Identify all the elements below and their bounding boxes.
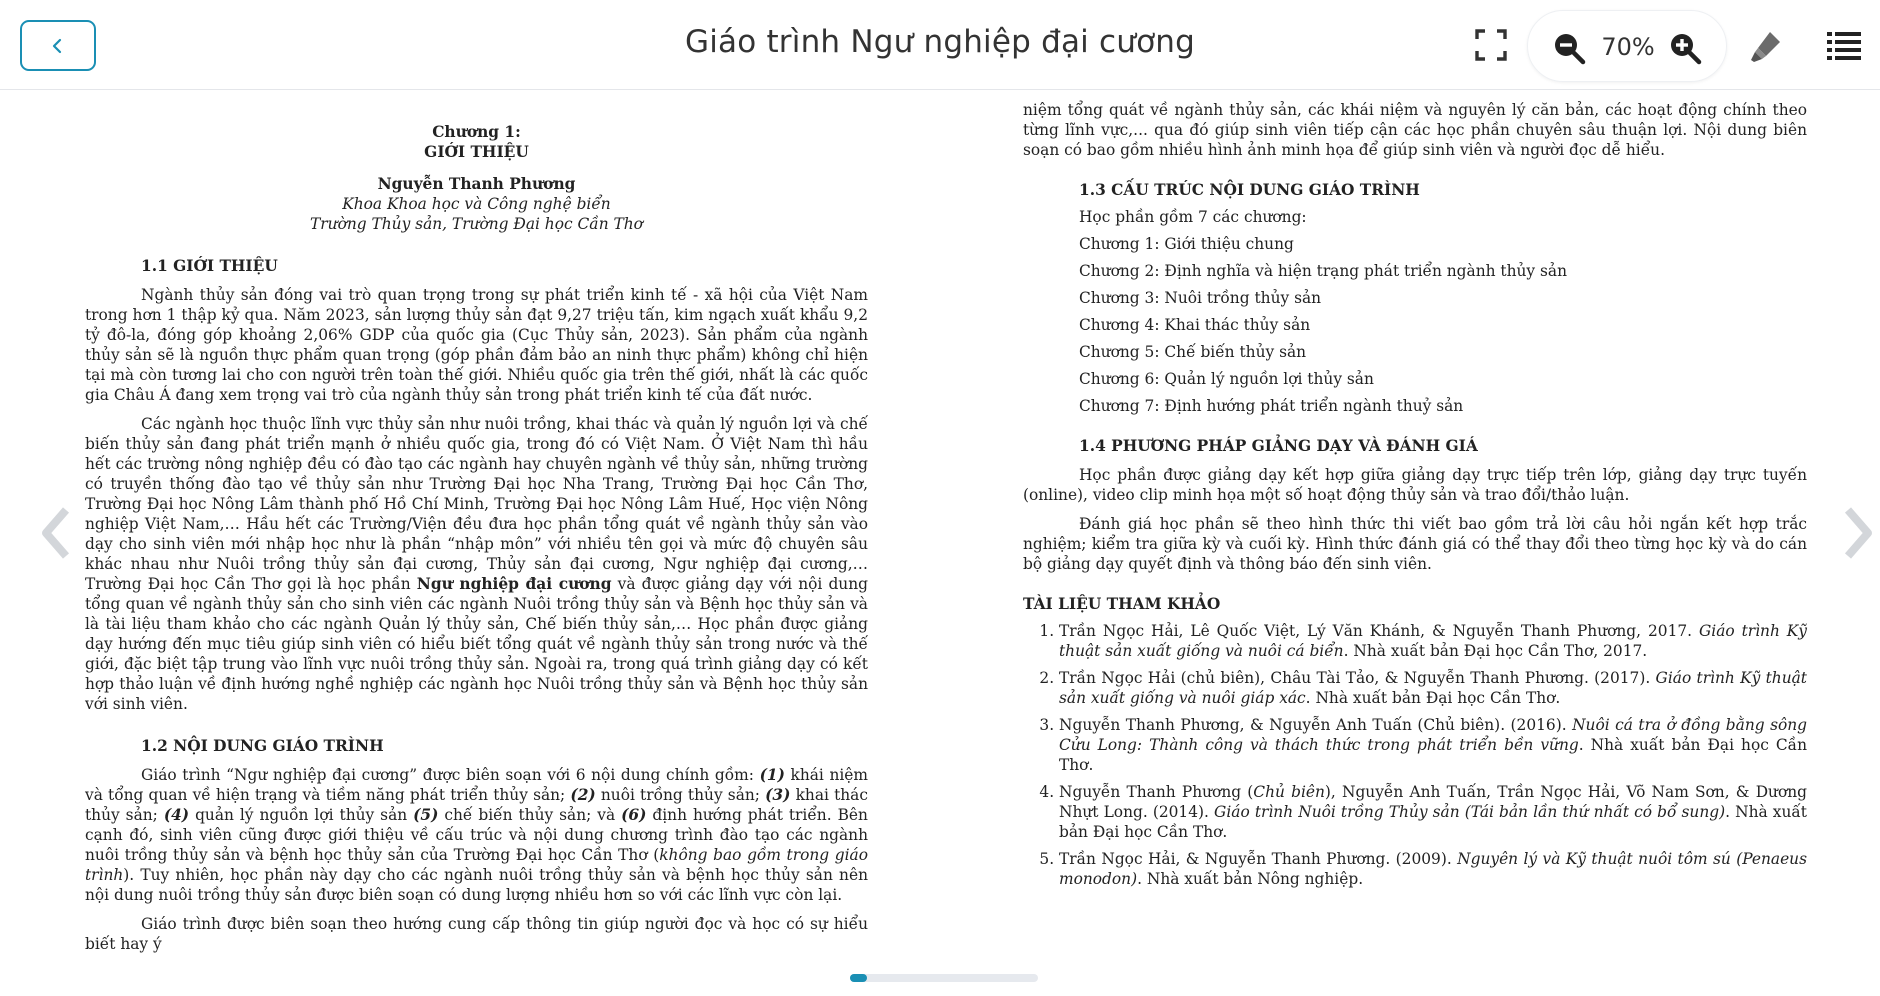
reference-title: Nuôi cá tra ở đồng bằng sông Cửu Long: Thành công và thách thức trong phát triển bền vững xyxy=(1059,716,1807,754)
paragraph-text: ). Tuy nhiên, học phần này dạy cho các ngành nuôi trồng thủy sản và bệnh học thủy sản nên nội dung nuôi trồng thủy sản được biên soạn có dung lượng nhiều hơn so với các lĩnh vực còn lại. xyxy=(85,866,868,904)
references-list xyxy=(1023,621,1807,889)
paragraph: Đánh giá học phần sẽ theo hình thức thi viết bao gồm trả lời câu hỏi ngắn kết hợp trắc nghiệm; kiểm tra giữa kỳ và cuối kỳ. Hình thức đánh giá có thể thay đổi theo từng học kỳ và do cán bộ giảng dạy quyết định và thông báo đến sinh viên. xyxy=(1023,515,1807,573)
zoom-out-icon xyxy=(1552,31,1586,65)
paragraph-text: Các ngành học thuộc lĩnh vực thủy sản như nuôi trồng, khai thác và quản lý nguồn lợi và chế biến thủy sản đang phát triển mạnh ở nhiều quốc gia, trong đó có Việt Nam. Ở Việt Nam thì hầu hết các trường nông nghiệp đều có đào tạo các ngành hay chuyên ngành về thủy sản, những trường có truyền thống đào tạo về thủy sản như Trường Đại học Nha Trang, Trường Đại học Cần Thơ, Trường Đại học Nông Lâm thành phố Hồ Chí Minh, Trường Đại học Nông Lâm Huế, Học viện Nông nghiệp Việt Nam,… Hầu hết các Trường/Viện đều đưa học phần tổng quát về ngành thủy sản vào dạy cho sinh viên mới nhập học như là phần “nhập môn” với nhiều tên gọi và mức độ chuyên sâu khác nhau như Nuôi trồng thủy sản đại cương, Thủy sản đại cương, Ngư nghiệp đại cương,… Trường Đại học Cần Thơ gọi là học phần xyxy=(85,415,868,593)
paragraph xyxy=(85,414,868,714)
chapter-list-item: Chương 3: Nuôi trồng thủy sản xyxy=(1079,289,1322,307)
chapter-list-item: Chương 7: Định hướng phát triển ngành thuỷ sản xyxy=(1079,397,1464,415)
chapter-list-intro: Học phần gồm 7 các chương: xyxy=(1079,208,1307,226)
section-heading-1-3: 1.3 CẤU TRÚC NỘI DUNG GIÁO TRÌNH xyxy=(1079,181,1420,199)
paragraph: Ngành thủy sản đóng vai trò quan trọng trong sự phát triển kinh tế - xã hội của Việt Nam trong hơn 1 thập kỷ qua. Năm 2023, sản lượng thủy sản đạt 9,27 triệu tấn, kim ngạch xuất khẩu 9,2 tỷ đô-la, đóng góp khoảng 2,06% GDP của quốc gia (Cục Thủy sản, 2023). Sản phẩm của ngành thủy sản sẽ là nguồn thực phẩm quan trọng (góp phần đảm bảo an ninh thực phẩm) không chỉ hiện tại mà còn tương lai cho con người trên toàn thế giới. Nhiều quốc gia trên thế giới, nhất là các quốc gia Châu Á đang xem trọng vai trò của ngành thủy sản trong phát triển kinh tế của đất nước. xyxy=(85,286,868,404)
reference-item xyxy=(1059,849,1807,889)
list-number: (6) xyxy=(621,806,647,824)
zoom-level: 70% xyxy=(1601,33,1655,61)
reference-text: Nguyễn Thanh Phương, & Nguyễn Anh Tuấn (Chủ biên). (2016). xyxy=(1059,716,1573,734)
paragraph: Giáo trình được biên soạn theo hướng cung cấp thông tin giúp người đọc và học có sự hiểu biết hay ý xyxy=(85,915,868,953)
reader-header xyxy=(0,0,1880,90)
italic-note: không bao gồm trong giáo trình xyxy=(85,846,868,884)
chapter-list-item: Chương 2: Định nghĩa và hiện trạng phát triển ngành thủy sản xyxy=(1079,262,1567,280)
paragraph-text: Giáo trình “Ngư nghiệp đại cương” được biên soạn với 6 nội dung chính gồm: xyxy=(141,766,754,784)
paragraph-text: khái niệm và tổng quan về hiện trạng và tiềm năng phát triển thủy sản; xyxy=(85,766,868,804)
reference-title: Giáo trình Kỹ thuật sản xuất giống và nuôi cá biển xyxy=(1059,622,1807,660)
reference-text: . Nhà xuất bản Đại học Cần Thơ. xyxy=(1305,689,1561,707)
list-number: (3) xyxy=(765,786,791,804)
reference-text: . Nhà xuất bản Đại học Cần Thơ. xyxy=(1059,803,1807,841)
chapter-list xyxy=(1023,234,1807,416)
reference-item xyxy=(1059,621,1807,661)
author-name: Nguyễn Thanh Phương xyxy=(377,175,576,193)
reference-text: . Nhà xuất bản Đại học Cần Thơ, 2017. xyxy=(1343,642,1648,660)
fullscreen-icon xyxy=(1474,28,1508,62)
bold-term: Ngư nghiệp đại cương xyxy=(416,575,612,593)
reference-title: Nguyên lý và Kỹ thuật nuôi tôm sú (Penaeus monodon) xyxy=(1059,850,1807,888)
highlighter-icon xyxy=(1746,26,1786,66)
section-heading-1-4: 1.4 PHƯƠNG PHÁP GIẢNG DẠY VÀ ĐÁNH GIÁ xyxy=(1079,437,1478,455)
list-number: (1) xyxy=(759,766,785,784)
zoom-control xyxy=(1527,10,1727,82)
back-button[interactable] xyxy=(20,20,96,71)
paragraph-text: nuôi trồng thủy sản; xyxy=(600,786,760,804)
reference-item xyxy=(1059,782,1807,842)
left-page xyxy=(85,92,868,954)
chapter-list-item: Chương 1: Giới thiệu chung xyxy=(1079,235,1294,253)
list-number: (4) xyxy=(163,806,190,824)
zoom-out-button[interactable] xyxy=(1552,31,1586,65)
chapter-number: Chương 1: xyxy=(432,123,521,141)
reference-item xyxy=(1059,715,1807,775)
reference-text: Nguyễn Thanh Phương ( xyxy=(1059,783,1254,801)
zoom-in-icon xyxy=(1668,31,1702,65)
chapter-list-item: Chương 4: Khai thác thủy sản xyxy=(1079,316,1311,334)
references-heading: TÀI LIỆU THAM KHẢO xyxy=(1023,595,1221,613)
list-number: (2) xyxy=(570,786,596,804)
paragraph: Học phần được giảng dạy kết hợp giữa giảng dạy trực tiếp trên lớp, giảng dạy trực tuyến (online), video clip minh họa một số hoạt động thủy sản và trao đổi/thảo luận. xyxy=(1023,466,1807,504)
paragraph-text: chế biến thủy sản; và xyxy=(444,806,616,824)
fullscreen-button[interactable] xyxy=(1474,28,1508,62)
paragraph-continued: niệm tổng quát về ngành thủy sản, các khái niệm và nguyên lý căn bản, các hoạt động chính theo từng lĩnh vực,... qua đó giúp sinh viên tiếp cận các học phần chuyên sâu thuận lợi. Nội dung biên soạn có bao gồm nhiều hình ảnh minh họa để giúp sinh viên và người đọc dễ hiểu. xyxy=(1023,101,1807,159)
reference-text: Trần Ngọc Hải, & Nguyễn Thanh Phương. (2009). xyxy=(1059,850,1458,868)
reference-text: ), Nguyễn Anh Tuấn, Trần Ngọc Hải, Võ Nam Sơn, & Dương Nhựt Long. (2014). xyxy=(1059,783,1807,821)
reference-item xyxy=(1059,668,1807,708)
author-affiliation-2: Trường Thủy sản, Trường Đại học Cần Thơ xyxy=(310,215,643,233)
reference-text: Trần Ngọc Hải (chủ biên), Châu Tài Tảo, & Nguyễn Thanh Phương. (2017). xyxy=(1059,669,1656,687)
prev-page-icon xyxy=(36,504,76,562)
prev-page-button[interactable] xyxy=(36,504,76,562)
next-page-button[interactable] xyxy=(1838,504,1878,562)
reference-text: . Nhà xuất bản Đại học Cần Thơ. xyxy=(1059,736,1807,774)
chapter-list-item: Chương 5: Chế biến thủy sản xyxy=(1079,343,1307,361)
reference-text: Trần Ngọc Hải, Lê Quốc Việt, Lý Văn Khánh, & Nguyễn Thanh Phương, 2017. xyxy=(1059,622,1699,640)
section-heading-1-1: 1.1 GIỚI THIỆU xyxy=(141,257,278,275)
paragraph-text: và được giảng dạy với nội dung tổng quan về ngành thủy sản cho sinh viên các ngành Nuôi trồng thủy sản và Bệnh học thủy sản và là tài liệu tham khảo cho các ngành Quản lý thủy sản, Chế biến thủy sản,… Học phần được giảng dạy hướng đến mục tiêu giúp sinh viên có hiểu biết tổng quát về ngành thủy sản trong nước và thế giới, đặc biệt tập trung vào lĩnh vực nuôi trồng thủy sản. Ngoài ra, trong quá trình giảng dạy có kết hợp thảo luận về định hướng nghề nghiệp các ngành học Nuôi trồng thủy sản và Bệnh học thủy sản với sinh viên. xyxy=(85,575,868,713)
book-spread xyxy=(10,92,1870,972)
reference-text: . Nhà xuất bản Nông nghiệp. xyxy=(1137,870,1364,888)
chapter-title: GIỚI THIỆU xyxy=(424,143,529,161)
table-of-contents-icon xyxy=(1826,28,1862,62)
highlighter-button[interactable] xyxy=(1746,26,1786,66)
author-affiliation-1: Khoa Khoa học và Công nghệ biển xyxy=(342,195,611,213)
paragraph-text: định hướng phát triển. Bên cạnh đó, sinh viên cũng được giới thiệu về cấu trúc và nội dung chương trình đào tạo các ngành nuôi trồng thủy sản và bệnh học thủy sản của Trường Đại học Cần Thơ ( xyxy=(85,806,868,864)
reference-title: Chủ biên xyxy=(1253,783,1325,801)
reading-progress-bar[interactable] xyxy=(850,974,1038,982)
paragraph-text: khai thác thủy sản; xyxy=(85,786,868,824)
right-page xyxy=(1023,92,1807,896)
chapter-list-item: Chương 6: Quản lý nguồn lợi thủy sản xyxy=(1079,370,1374,388)
paragraph-text: quản lý nguồn lợi thủy sản xyxy=(195,806,408,824)
back-chevron-icon xyxy=(51,36,65,56)
reference-title: Giáo trình Kỹ thuật sản xuất giống và nuôi giáp xác xyxy=(1059,669,1807,707)
next-page-icon xyxy=(1838,504,1878,562)
table-of-contents-button[interactable] xyxy=(1826,28,1862,62)
reading-progress-fill xyxy=(850,974,867,982)
book-title: Giáo trình Ngư nghiệp đại cương xyxy=(685,24,1195,60)
section-heading-1-2: 1.2 NỘI DUNG GIÁO TRÌNH xyxy=(141,737,384,755)
paragraph xyxy=(85,765,868,905)
list-number: (5) xyxy=(413,806,439,824)
zoom-in-button[interactable] xyxy=(1668,31,1702,65)
reference-title: Giáo trình Nuôi trồng Thủy sản (Tái bản lần thứ nhất có bổ sung) xyxy=(1214,803,1726,821)
